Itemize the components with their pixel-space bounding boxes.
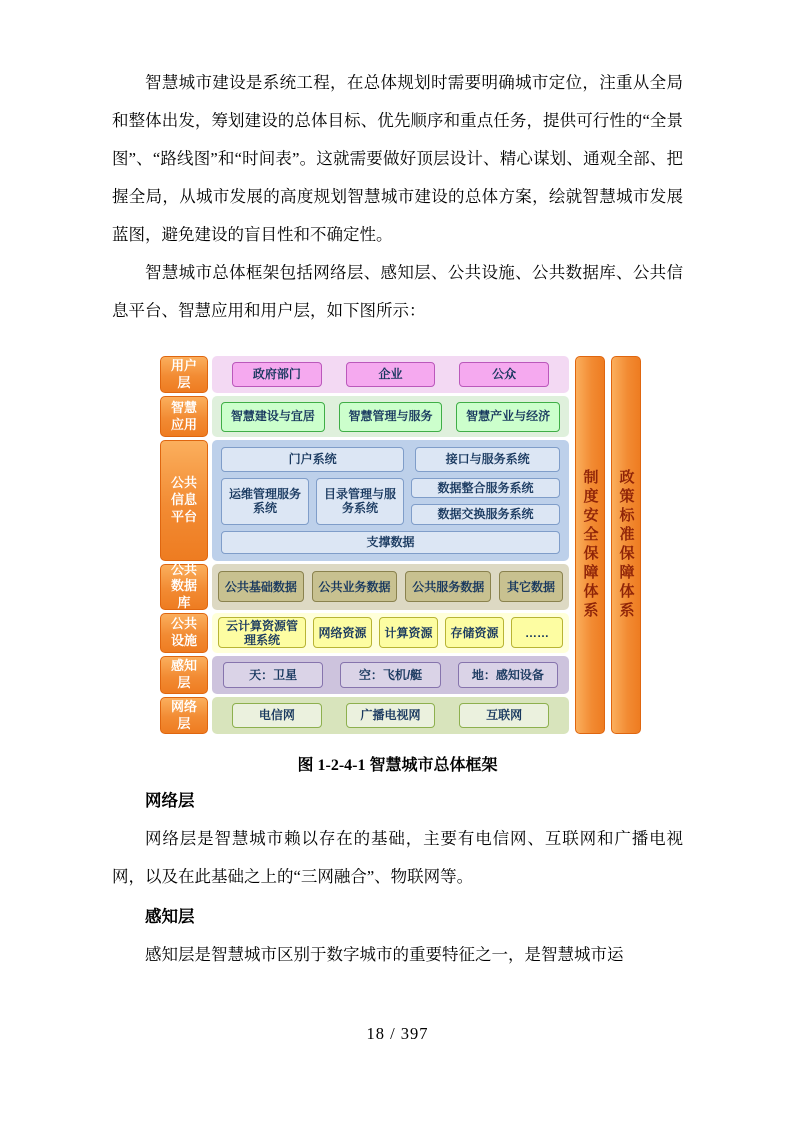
smart-city-framework-diagram — [160, 356, 641, 734]
figure — [112, 356, 683, 780]
layer-label-public-database: 公共数据库 — [160, 564, 208, 610]
diagram-box-service-data: 公共服务数据 — [405, 571, 491, 602]
layer-label-smart-app: 智慧应用 — [160, 396, 208, 437]
info-platform-bottom-row — [221, 531, 560, 554]
diagram-box-business-data: 公共业务数据 — [312, 571, 398, 602]
guarantee-bar-institution-security — [575, 356, 605, 734]
layer-row-network — [160, 697, 569, 734]
diagram-box-aircraft: 空：飞机/艇 — [340, 662, 440, 688]
diagram-box-storage-resource: 存储资源 — [445, 617, 504, 648]
diagram-box-network-resource: 网络资源 — [313, 617, 372, 648]
diagram-box-public: 公众 — [459, 362, 549, 387]
diagram-box-smart-industry: 智慧产业与经济 — [456, 402, 560, 432]
info-platform-top-row — [221, 447, 560, 472]
guarantee-bar-label: 制度安全保障体系 — [581, 469, 599, 621]
diagram-box-government-dept: 政府部门 — [232, 362, 322, 387]
layer-content-public-facilities — [212, 613, 569, 653]
diagram-box-basic-data: 公共基础数据 — [218, 571, 304, 602]
layer-label-perception: 感知层 — [160, 656, 208, 694]
guarantee-bar-policy-standard — [611, 356, 641, 734]
layer-content-perception — [212, 656, 569, 694]
diagram-box-catalog-management: 目录管理与服务系统 — [316, 478, 404, 525]
paragraph-framework: 智慧城市总体框架包括网络层、感知层、公共设施、公共数据库、公共信息平台、智慧应用和用户层，如下图所示： — [112, 263, 683, 320]
diagram-box-support-data: 支撑数据 — [221, 531, 560, 554]
layer-row-user — [160, 356, 569, 393]
section-heading-perception-layer: 感知层 — [145, 907, 195, 926]
diagram-box-smart-construction: 智慧建设与宜居 — [221, 402, 325, 432]
diagram-box-data-exchange: 数据交换服务系统 — [411, 504, 560, 524]
layer-content-public-database — [212, 564, 569, 610]
diagram-box-smart-management: 智慧管理与服务 — [339, 402, 443, 432]
guarantee-bar-label: 政策标准保障体系 — [617, 469, 635, 621]
section-body-perception-layer: 感知层是智慧城市区别于数字城市的重要特征之一，是智慧城市运 — [145, 945, 624, 964]
layer-row-public-database — [160, 561, 569, 611]
layer-content-network — [212, 697, 569, 734]
diagram-box-computing-resource: 计算资源 — [379, 617, 438, 648]
figure-caption: 图 1-2-4-1 智慧城市总体框架 — [297, 757, 498, 774]
layer-label-user: 用户层 — [160, 356, 208, 393]
diagram-box-internet: 互联网 — [459, 703, 549, 728]
layer-row-smart-app — [160, 396, 569, 437]
diagram-box-ellipsis: …… — [511, 617, 563, 648]
layer-content-info-platform — [212, 440, 569, 561]
info-platform-mid-right-col — [411, 478, 560, 525]
diagram-box-satellite: 天：卫星 — [223, 662, 323, 688]
page-number: 18 / 397 — [366, 1024, 429, 1043]
diagram-box-cloud-resource-mgmt: 云计算资源管理系统 — [218, 617, 306, 648]
layer-content-user — [212, 356, 569, 393]
diagram-box-enterprise: 企业 — [346, 362, 436, 387]
section-body-network-layer: 网络层是智慧城市赖以存在的基础，主要有电信网、互联网和广播电视网，以及在此基础之上的“三网融合”、物联网等。 — [112, 829, 683, 886]
diagram-box-other-data: 其它数据 — [499, 571, 563, 602]
layer-label-public-facilities: 公共设施 — [160, 613, 208, 653]
diagram-box-data-integration: 数据整合服务系统 — [411, 478, 560, 498]
diagram-box-broadcast-network: 广播电视网 — [346, 703, 436, 728]
layer-row-public-facilities — [160, 613, 569, 653]
framework-layers — [160, 356, 569, 734]
layer-label-network: 网络层 — [160, 697, 208, 734]
diagram-box-ops-management: 运维管理服务系统 — [221, 478, 309, 525]
section-heading-network-layer: 网络层 — [145, 791, 195, 810]
info-platform-mid-row — [221, 478, 560, 525]
diagram-box-interface-service: 接口与服务系统 — [415, 447, 560, 472]
layer-label-info-platform: 公共信息平台 — [160, 440, 208, 561]
paragraph-intro: 智慧城市建设是系统工程，在总体规划时需要明确城市定位，注重从全局和整体出发，筹划建设的总体目标、优先顺序和重点任务，提供可行性的“全景图”、“路线图”和“时间表”。这就需要做好顶层设计、精心谋划、通观全部、把握全局，从城市发展的高度规划智慧城市建设的总体方案，绘就智慧城市发展蓝图，避免建设的盲目性和不确定性。 — [112, 73, 683, 244]
layer-row-info-platform — [160, 440, 569, 561]
layer-content-smart-app — [212, 396, 569, 437]
diagram-box-portal-system: 门户系统 — [221, 447, 404, 472]
layer-row-perception — [160, 656, 569, 694]
diagram-box-ground-sensors: 地：感知设备 — [458, 662, 558, 688]
diagram-box-telecom-network: 电信网 — [232, 703, 322, 728]
